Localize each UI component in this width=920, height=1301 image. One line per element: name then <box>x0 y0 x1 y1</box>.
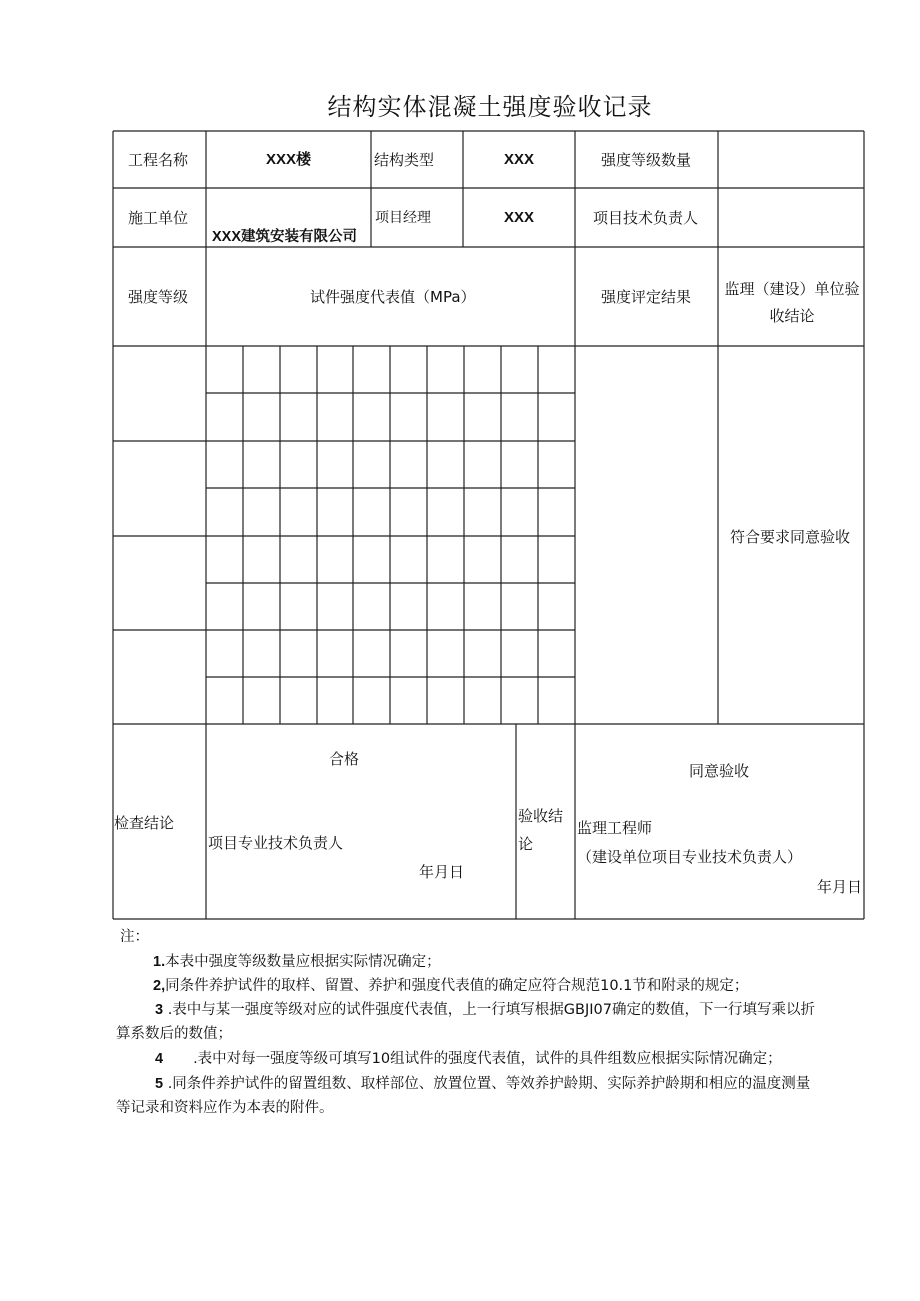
note-2-number: 2, <box>153 978 166 994</box>
note-4-text: .表中对每一强度等级可填写10组试件的强度代表值，试件的具件组数应根据实际情况确定； <box>193 1051 782 1067</box>
acceptance-label: 验收结论 <box>518 807 564 853</box>
inspection-label: 检查结论 <box>114 814 175 832</box>
structure-type-label: 结构类型 <box>374 151 435 169</box>
construction-unit-label: 施工单位 <box>128 209 189 227</box>
construction-unit-value[interactable]: XXX建筑安装有限公司 <box>212 229 358 245</box>
inspection-date: 年月日 <box>419 863 465 881</box>
acceptance-engineer-note: （建设单位项目专业技术负责人） <box>577 848 803 866</box>
note-1-text: 本表中强度等级数量应根据实际情况确定； <box>165 954 441 970</box>
note-5-text: .同条件养护试件的留置组数、取样部位、放置位置、等效养护龄期、实际养护龄期和相应的温度测量 <box>167 1076 811 1092</box>
supervision-result: 符合要求同意验收 <box>730 528 851 546</box>
project-name-value[interactable]: XXX楼 <box>266 151 312 168</box>
notes-heading: 注： <box>120 929 149 945</box>
supervision-conclusion-header: 监理（建设）单位验收结论 <box>724 280 860 325</box>
acceptance-date: 年月日 <box>817 878 863 896</box>
page-title: 结构实体混凝土强度验收记录 <box>327 93 653 121</box>
note-2 <box>153 977 748 995</box>
grade-count-label: 强度等级数量 <box>601 151 692 169</box>
note-5-continued: 等记录和资料应作为本表的附件。 <box>116 1100 334 1116</box>
project-name-label: 工程名称 <box>128 151 189 169</box>
project-manager-value[interactable]: XXX <box>504 209 535 226</box>
note-3 <box>155 1001 815 1019</box>
note-3-continued: 算系数后的数值； <box>116 1026 232 1042</box>
note-5 <box>155 1075 810 1093</box>
structure-type-value[interactable]: XXX <box>504 151 535 168</box>
project-manager-label: 项目经理 <box>375 210 431 226</box>
grade-column-header: 强度等级 <box>128 288 189 306</box>
tech-lead-label: 项目技术负责人 <box>593 209 699 227</box>
note-1 <box>153 953 441 971</box>
acceptance-engineer: 监理工程师 <box>577 819 653 837</box>
note-5-number: 5 <box>155 1076 164 1092</box>
note-2-text: 同条件养护试件的取样、留置、养护和强度代表值的确定应符合规范10.1节和附录的规定； <box>165 978 749 994</box>
acceptance-result: 同意验收 <box>689 762 750 780</box>
inspection-signer: 项目专业技术负责人 <box>208 834 344 852</box>
note-3-text: .表中与某一强度等级对应的试件强度代表值，上一行填写根据GBJI07确定的数值，下一行填写乘以折 <box>167 1002 815 1018</box>
note-4-number: 4 <box>155 1051 164 1067</box>
inspection-result: 合格 <box>329 750 360 768</box>
specimen-strength-header: 试件强度代表值（MPa） <box>310 288 476 306</box>
evaluation-result-header: 强度评定结果 <box>601 288 692 306</box>
note-1-number: 1. <box>153 954 166 970</box>
note-4 <box>155 1050 782 1068</box>
note-3-number: 3 <box>155 1002 164 1018</box>
